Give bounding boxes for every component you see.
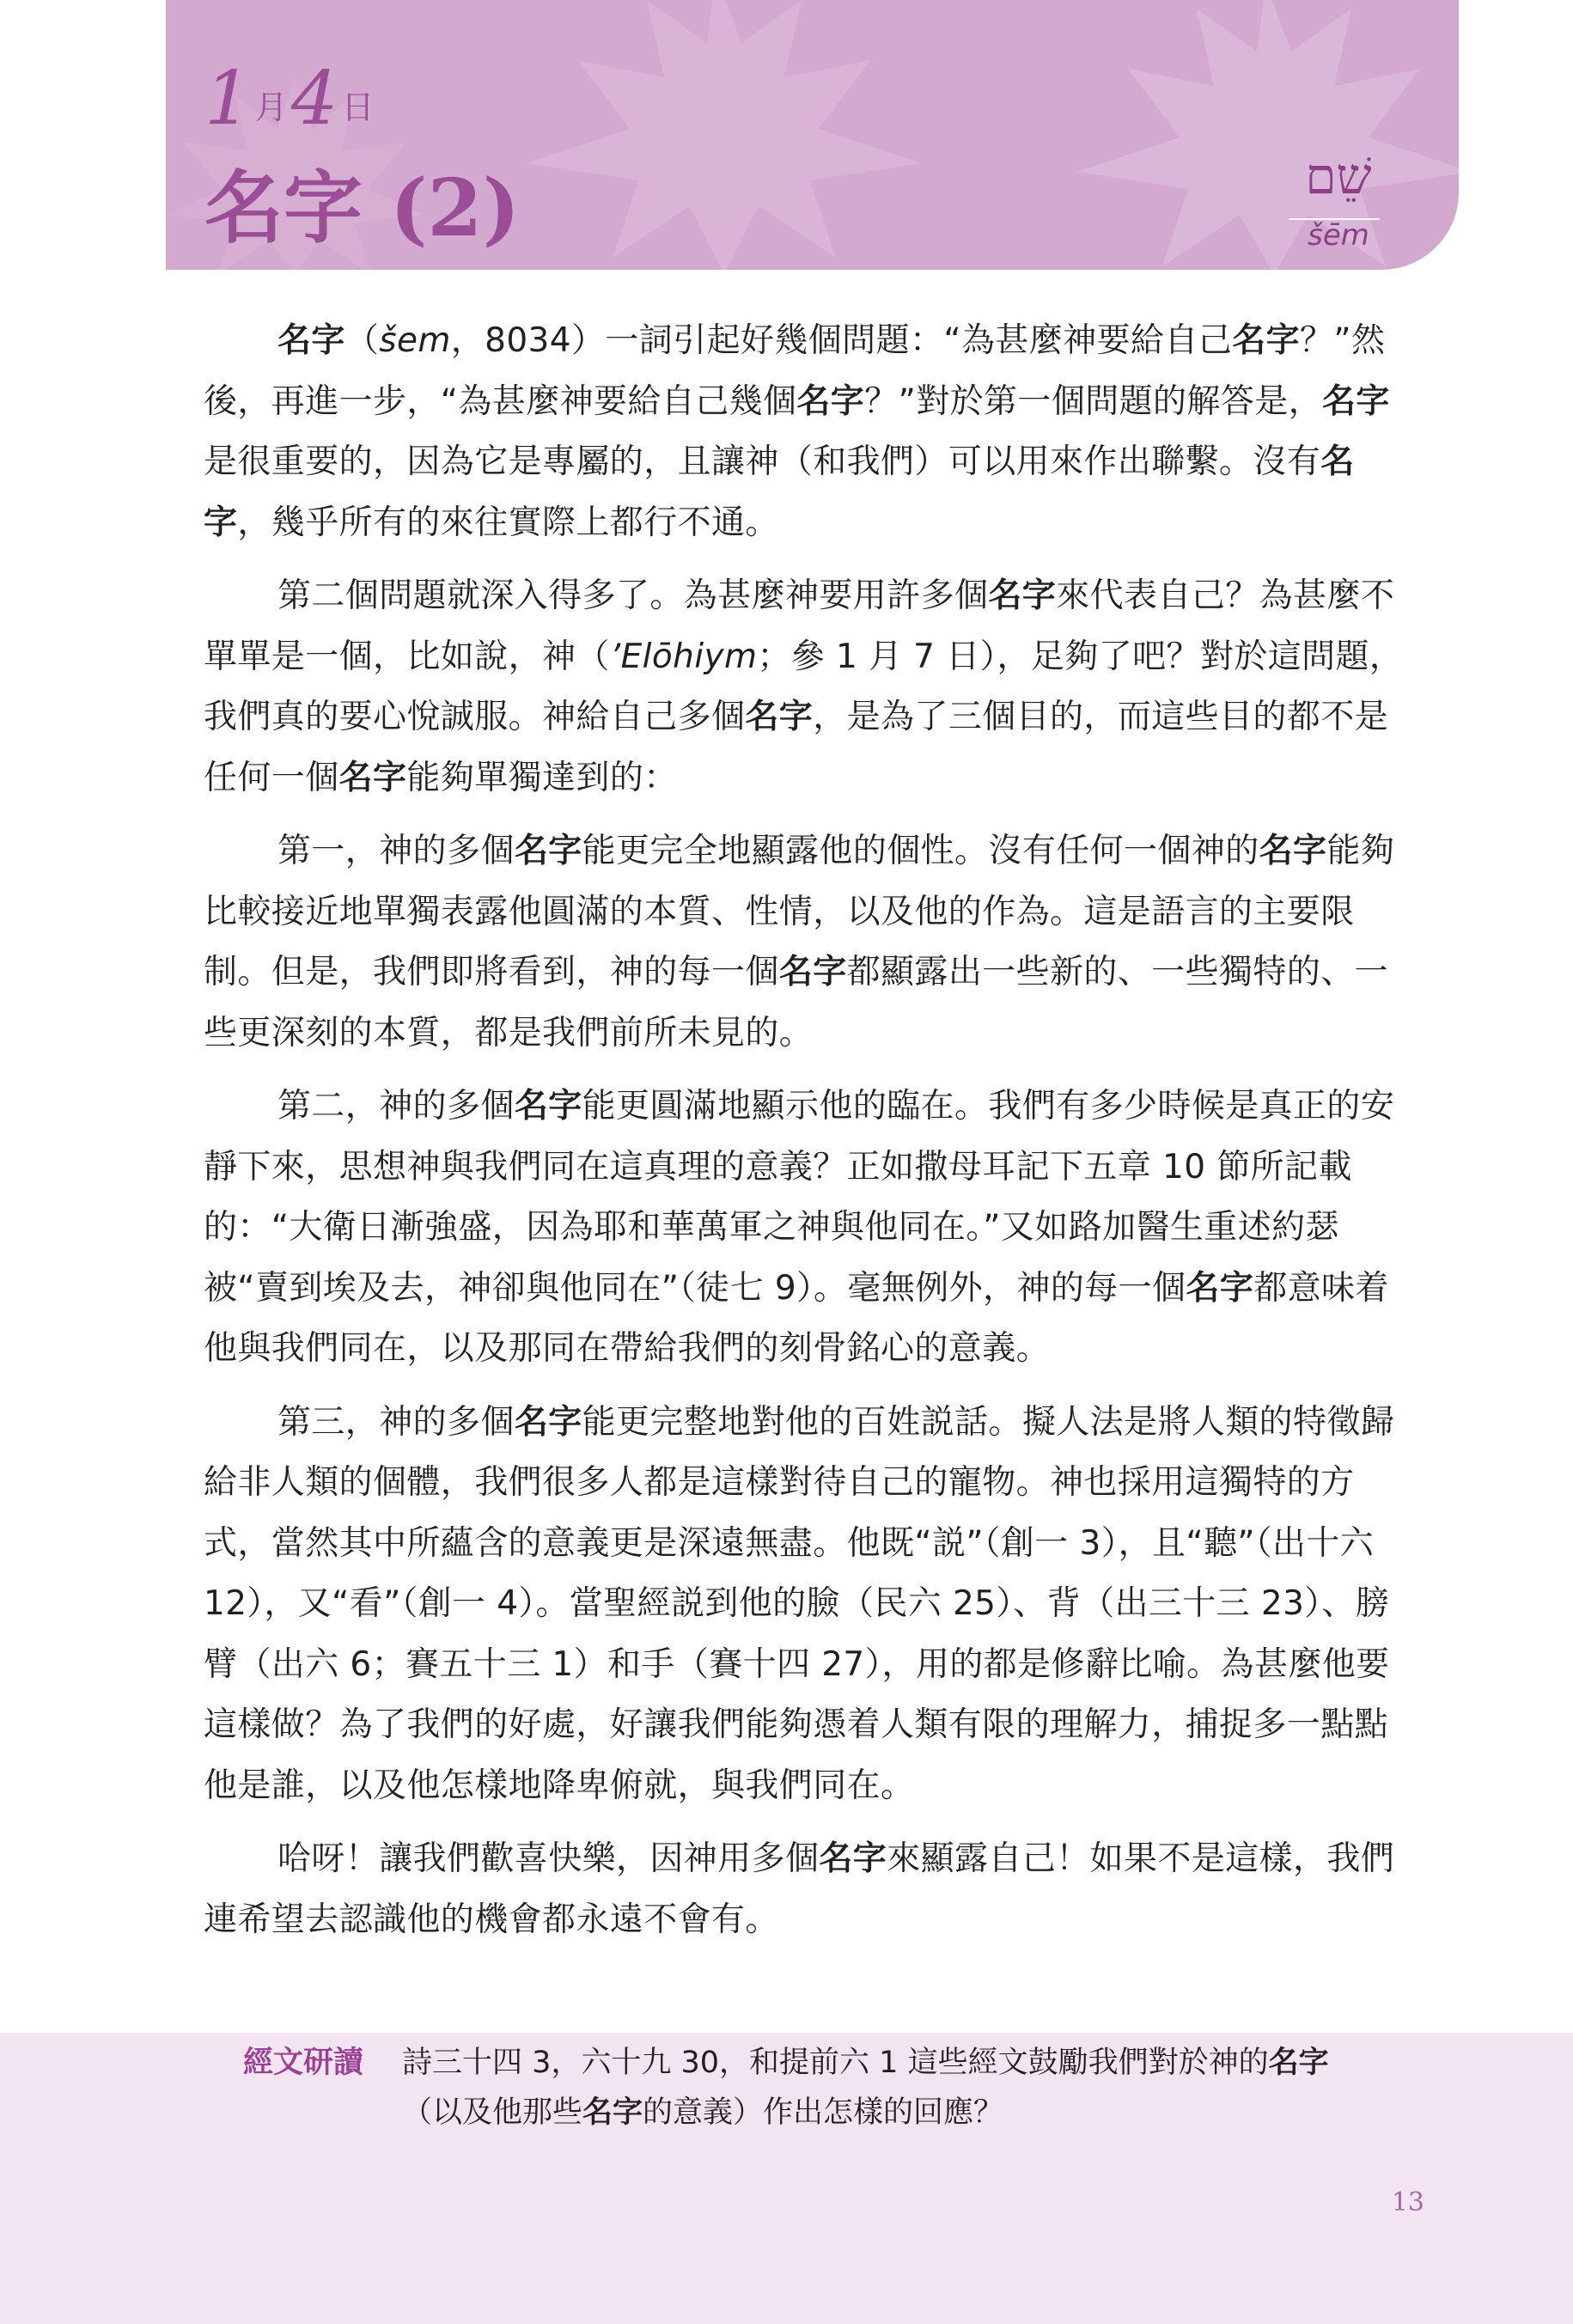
text: 是很重要的，因為它是專屬的，且讓神（和我們）可以用來作出聯繫。沒有 <box>204 442 1321 481</box>
text: 詩三十四 3，六十九 30，和提前六 1 這些經文鼓勵我們對於神的 <box>402 2046 1269 2080</box>
text: 來代表自己？為甚麼不單單是一個，比如說，神（ <box>204 576 1395 676</box>
text: 能更完整地對他的百姓説話。擬人法是將人類的特徵歸給非人類的個體，我們很多人都是這樣對待自己的寵物。神也採用這獨特的方式，當然其中所蘊含的意義更是深遠無盡。他既“説”（創一 3），且“聽”（出十六 12），又“看”（創一 4）。當聖經説到他的臉（民六 25）、背（出三十三 23）、膀臂（出六 6；賽五十三 1）和手（賽十四 27），用的都是修辭比喻。為甚麼他要這樣做？為了我們的好處，好讓我們能夠憑着人類有限的理解力，捕捉多一點點他是誰，以及他怎樣地降卑俯就，與我們同在。 <box>204 1402 1395 1805</box>
keyword: 名字 <box>514 1087 582 1125</box>
keyword: 名字 <box>1259 832 1327 870</box>
text: 哈呀！讓我們歡喜快樂，因神用多個 <box>277 1839 820 1878</box>
scripture-study-text <box>402 2038 1442 2138</box>
text: 第二，神的多個 <box>277 1087 515 1125</box>
paragraph-3 <box>204 821 1420 1064</box>
keyword: 名字 <box>1232 321 1301 360</box>
text: 的意義）作出怎樣的回應？ <box>643 2095 1004 2130</box>
text: 能更完全地顯露他的個性。沒有任何一個神的 <box>582 832 1259 870</box>
keyword: 名字 <box>819 1839 887 1878</box>
text: ，幾乎所有的來往實際上都行不通。 <box>237 503 779 542</box>
transliteration-inline: ’Elōhiym <box>609 637 758 676</box>
keyword: 名字 <box>1322 381 1390 421</box>
paragraph-5 <box>204 1393 1420 1817</box>
text: ？”然後，再進一步，“為甚麼神要給自己幾個 <box>204 321 1386 421</box>
text: 第一，神的多個 <box>277 832 515 870</box>
keyword: 名字 <box>204 442 1355 542</box>
text: ？”對於第一個問題的解答是， <box>864 381 1323 421</box>
text: 來顯露自己！如果不是這樣，我們連希望去認識他的機會都永遠不會有。 <box>204 1839 1395 1939</box>
maple-leaf-decoration-right <box>1042 0 1459 270</box>
keyword: 名字 <box>514 832 582 870</box>
paragraph-2 <box>204 566 1420 808</box>
date-label <box>204 56 377 142</box>
paragraph-6 <box>204 1829 1420 1950</box>
keyword: 名字 <box>745 698 814 736</box>
text: 都顯露出一些新的、一些獨特的、一些更深刻的本質，都是我們前所未見的。 <box>204 953 1389 1052</box>
month-unit: 月 <box>254 88 288 126</box>
keyword: 名字 <box>796 381 865 421</box>
text: 第三，神的多個 <box>277 1402 515 1442</box>
page-number: 13 <box>1391 2187 1424 2217</box>
keyword: 名字 <box>778 953 847 991</box>
paragraph-4 <box>204 1077 1420 1380</box>
scripture-study-label: 經文研讀 <box>243 2046 364 2080</box>
text: 第二個問題就深入得多了。為甚麼神要用許多個 <box>277 576 989 615</box>
month-number: 1 <box>204 56 252 142</box>
text: ，是為了三個目的，而這些目的都不是任何一個 <box>204 698 1389 797</box>
paragraph-1 <box>204 311 1420 553</box>
keyword: 名字 <box>582 2095 643 2130</box>
maple-leaf-decoration <box>475 0 956 270</box>
transliteration: šēm <box>1308 218 1369 253</box>
article-body <box>204 311 1420 1950</box>
keyword: 名字 <box>514 1402 582 1442</box>
text: ，8034）一詞引起好幾個問題：“為甚麼神要給自己 <box>450 321 1233 360</box>
keyword: 名字 <box>988 576 1057 615</box>
keyword: 名字 <box>1268 2046 1329 2080</box>
day-unit: 日 <box>341 88 375 126</box>
text: （以及他那些 <box>402 2095 583 2130</box>
keyword: 名字 <box>1186 1268 1254 1308</box>
hebrew-word: שֵׁם <box>1305 147 1372 205</box>
keyword: 名字 <box>277 321 345 360</box>
keyword: 名字 <box>338 758 407 797</box>
text: 能夠單獨達到的： <box>406 758 678 797</box>
page-title: 名字 (2) <box>204 162 521 254</box>
transliteration-inline: šem <box>379 321 451 360</box>
text: 能更圓滿地顯示他的臨在。我們有多少時候是真正的安靜下來，思想神與我們同在這真理的意義？正如撒母耳記下五章 10 節所記載的：“大衛日漸強盛，因為耶和華萬軍之神與他同在。”又如路加醫生重述約瑟被“賣到埃及去，神卻與他同在”（徒七 9）。毫無例外，神的每一個 <box>204 1087 1395 1308</box>
day-number: 4 <box>290 56 338 142</box>
text: （ <box>344 321 380 360</box>
text: 都意味着他與我們同在，以及那同在帶給我們的刻骨銘心的意義。 <box>204 1268 1389 1368</box>
text: ；參 1 月 7 日），足夠了吧？對於這問題，我們真的要心悅誠服。神給自己多個 <box>204 637 1404 736</box>
text: 能夠比較接近地單獨表露他圓滿的本質、性情，以及他的作為。這是語言的主要限制。但是，我們即將看到，神的每一個 <box>204 832 1395 991</box>
